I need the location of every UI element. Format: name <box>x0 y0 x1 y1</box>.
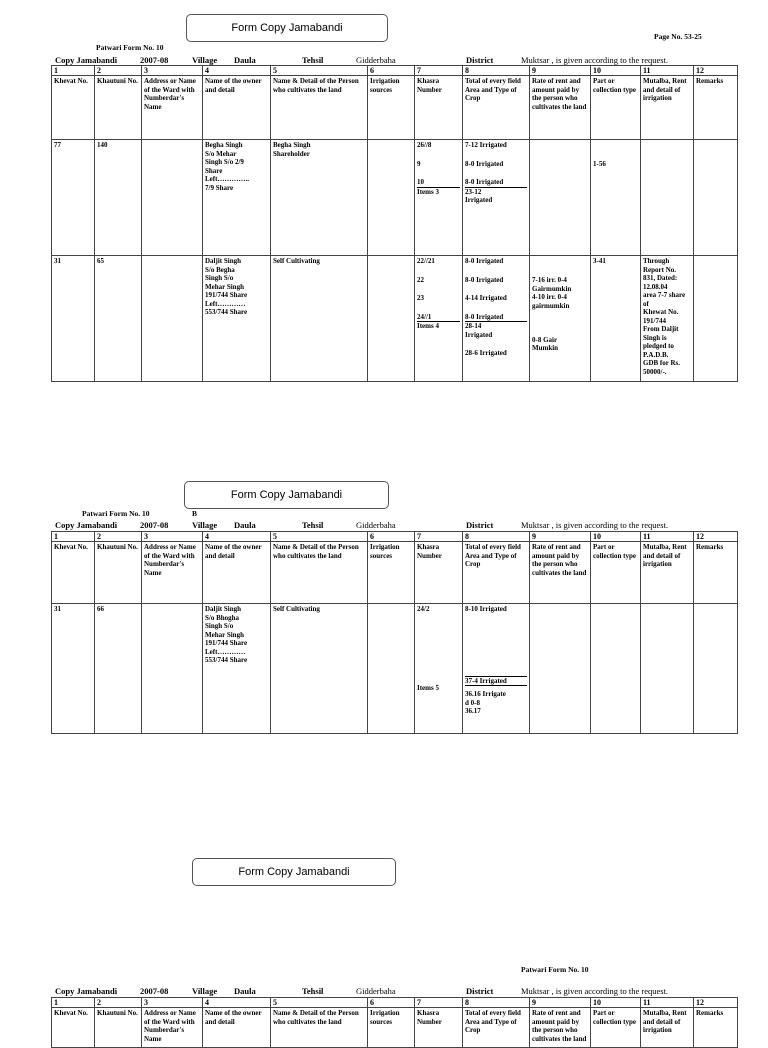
tehsil-label: Tehsil <box>302 55 324 65</box>
col-num: 2 <box>95 532 142 542</box>
col-header: Rate of rent and amount paid by the person who cultivates the land <box>530 1008 591 1048</box>
rate-cell: 7-16 irr. 0-4 Gairmumkin 4-10 irr. 0-4 gairmumkin 0-8 Gair Mumkin <box>530 256 591 382</box>
col-num: 6 <box>368 998 415 1008</box>
address-cell <box>142 256 203 382</box>
district-value: Muktsar , is given according to the request. <box>521 520 669 530</box>
district-label: District <box>466 520 494 530</box>
area-total: 37-4 Irrigated <box>465 676 527 687</box>
col-num: 3 <box>142 998 203 1008</box>
col-header: Khevat No. <box>52 542 95 604</box>
rate-cell <box>530 140 591 256</box>
col-num: 11 <box>641 66 694 76</box>
col-header: Khasra Number <box>415 76 463 140</box>
col-header: Mutalba, Rent and detail of irrigation <box>641 1008 694 1048</box>
area-cell <box>463 604 530 734</box>
col-num: 2 <box>95 998 142 1008</box>
tehsil-value: Gidderbaha <box>356 55 396 65</box>
district-value: Muktsar , is given according to the request. <box>521 55 669 65</box>
form-suffix: B <box>192 509 198 518</box>
col-header: Mutalba, Rent and detail of irrigation <box>641 542 694 604</box>
col-header: Remarks <box>694 1008 738 1048</box>
col-header: Khautuni No. <box>95 76 142 140</box>
cultivator-cell: Self Cultivating <box>271 256 368 382</box>
column-number-row <box>52 532 738 542</box>
page-number: Page No. 53-25 <box>654 32 702 41</box>
part-cell <box>591 140 641 256</box>
owner-cell: Begha Singh S/o Mehar Singh S/o 2/9 Share Left………….. 7/9 Share <box>203 140 271 256</box>
area-extra: 28-6 Irrigated <box>465 349 507 357</box>
khasra-cell <box>415 256 463 382</box>
col-header: Total of every field Area and Type of Crop <box>463 1008 530 1048</box>
col-header: Part or collection type <box>591 1008 641 1048</box>
area-value: 8-0 Irrigated <box>465 275 504 284</box>
khasra-number: 22//21 <box>417 257 435 265</box>
khasra-cell <box>415 604 463 734</box>
area-cell <box>463 256 530 382</box>
col-num: 9 <box>530 532 591 542</box>
col-header: Khevat No. <box>52 1008 95 1048</box>
patwari-form-label-2: Patwari Form No. 10 <box>82 509 150 518</box>
khasra-items: Items 3 <box>417 187 439 196</box>
owner-cell: Daljit Singh S/o Begha Singh S/o Mehar Singh 191/744 Share Left………… 553/744 Share <box>203 256 271 382</box>
part-cell <box>591 604 641 734</box>
khautuni-cell: 65 <box>95 256 142 382</box>
part-value: 1-56 <box>593 160 606 168</box>
remarks-cell <box>694 140 738 256</box>
area-value: 7-12 Irrigated <box>465 141 507 149</box>
district-value: Muktsar , is given according to the request. <box>521 986 669 996</box>
col-header: Irrigation sources <box>368 1008 415 1048</box>
village-value: Daula <box>234 55 256 65</box>
col-header: Total of every field Area and Type of Crop <box>463 542 530 604</box>
khevat-cell: 31 <box>52 256 95 382</box>
col-header: Name of the owner and detail <box>203 1008 271 1048</box>
col-num: 8 <box>463 532 530 542</box>
col-num: 1 <box>52 66 95 76</box>
copy-label: Copy Jamabandi <box>55 520 118 530</box>
village-label: Village <box>192 55 218 65</box>
area-value: 8-0 Irrigated <box>465 257 504 265</box>
column-header-row <box>52 542 738 604</box>
rate-cell <box>530 604 591 734</box>
mutalba-cell: Through Report No. 831, Dated: 12.08.04 area 7-7 share of Khewat No. 191/744 From Daljit Singh is pledged to P.A.D.B. GDB for Rs. 50000/-. <box>641 256 694 382</box>
col-num: 1 <box>52 998 95 1008</box>
col-num: 12 <box>694 66 738 76</box>
area-value: 8-0 Irrigated <box>465 313 527 323</box>
col-num: 1 <box>52 532 95 542</box>
col-header: Name of the owner and detail <box>203 542 271 604</box>
khasra-number: 22 <box>417 275 424 284</box>
patwari-form-label-1: Patwari Form No. 10 <box>96 43 164 52</box>
district-label: District <box>466 55 494 65</box>
tehsil-value: Gidderbaha <box>356 520 396 530</box>
area-total: 28-14 Irrigated <box>465 322 493 339</box>
jamabandi-table-3 <box>51 997 738 1048</box>
column-header-row <box>52 1008 738 1048</box>
col-num: 4 <box>203 532 271 542</box>
district-label: District <box>466 986 494 996</box>
khasra-cell <box>415 140 463 256</box>
mutalba-cell <box>641 140 694 256</box>
col-num: 9 <box>530 998 591 1008</box>
khevat-cell: 77 <box>52 140 95 256</box>
owner-cell: Daljit Singh S/o Bhogha Singh S/o Mehar Singh 191/744 Share Left………… 553/744 Share <box>203 604 271 734</box>
col-num: 3 <box>142 532 203 542</box>
area-value: 8-10 Irrigated <box>465 605 507 613</box>
irrigation-cell <box>368 256 415 382</box>
col-header: Rate of rent and amount paid by the person who cultivates the land <box>530 542 591 604</box>
col-num: 8 <box>463 998 530 1008</box>
year: 2007-08 <box>140 55 169 65</box>
village-value: Daula <box>234 520 256 530</box>
area-value: 8-0 Irrigated <box>465 159 504 168</box>
col-num: 9 <box>530 66 591 76</box>
copy-label: Copy Jamabandi <box>55 55 118 65</box>
col-num: 5 <box>271 66 368 76</box>
col-header: Remarks <box>694 76 738 140</box>
village-label: Village <box>192 986 218 996</box>
year: 2007-08 <box>140 520 169 530</box>
table-row <box>52 256 738 382</box>
tehsil-label: Tehsil <box>302 986 324 996</box>
tehsil-value: Gidderbaha <box>356 986 396 996</box>
col-header: Khautuni No. <box>95 1008 142 1048</box>
col-header: Khautuni No. <box>95 542 142 604</box>
col-header: Remarks <box>694 542 738 604</box>
remarks-cell <box>694 256 738 382</box>
khasra-items: Items 5 <box>417 683 439 692</box>
form-title-2: Form Copy Jamabandi <box>184 481 389 509</box>
col-header: Name & Detail of the Person who cultivates the land <box>271 542 368 604</box>
col-num: 12 <box>694 998 738 1008</box>
col-header: Part or collection type <box>591 76 641 140</box>
mutalba-cell <box>641 604 694 734</box>
form-title-1: Form Copy Jamabandi <box>186 14 388 42</box>
col-header: Address or Name of the Ward with Numberdar's Name <box>142 76 203 140</box>
jamabandi-table-2 <box>51 531 738 734</box>
col-num: 2 <box>95 66 142 76</box>
khevat-cell: 31 <box>52 604 95 734</box>
col-num: 6 <box>368 66 415 76</box>
khasra-items: Items 4 <box>417 322 439 330</box>
part-cell: 3-41 <box>591 256 641 382</box>
area-value: 8-0 Irrigated <box>465 178 527 188</box>
khasra-number: 24//1 <box>417 313 460 323</box>
col-num: 12 <box>694 532 738 542</box>
col-header: Irrigation sources <box>368 76 415 140</box>
khautuni-cell: 66 <box>95 604 142 734</box>
area-value: 4-14 Irrigated <box>465 294 507 302</box>
col-num: 7 <box>415 998 463 1008</box>
col-num: 6 <box>368 532 415 542</box>
col-header: Mutalba, Rent and detail of irrigation <box>641 76 694 140</box>
khautuni-cell: 140 <box>95 140 142 256</box>
col-num: 11 <box>641 532 694 542</box>
area-total: 23-12 Irrigated <box>465 187 493 204</box>
col-header: Khasra Number <box>415 542 463 604</box>
remarks-cell <box>694 604 738 734</box>
irrigation-cell <box>368 140 415 256</box>
column-number-row <box>52 66 738 76</box>
year: 2007-08 <box>140 986 169 996</box>
col-header: Address or Name of the Ward with Numberdar's Name <box>142 1008 203 1048</box>
table-row <box>52 604 738 734</box>
irrigation-cell <box>368 604 415 734</box>
col-num: 3 <box>142 66 203 76</box>
col-header: Address or Name of the Ward with Numberdar's Name <box>142 542 203 604</box>
tehsil-label: Tehsil <box>302 520 324 530</box>
khasra-number: 24/2 <box>417 605 430 613</box>
col-header: Rate of rent and amount paid by the person who cultivates the land <box>530 76 591 140</box>
col-header: Khevat No. <box>52 76 95 140</box>
form-title-3: Form Copy Jamabandi <box>192 858 396 886</box>
col-header: Name & Detail of the Person who cultivates the land <box>271 76 368 140</box>
col-num: 10 <box>591 998 641 1008</box>
col-num: 10 <box>591 532 641 542</box>
col-num: 7 <box>415 66 463 76</box>
col-num: 11 <box>641 998 694 1008</box>
table-row <box>52 140 738 256</box>
col-num: 5 <box>271 998 368 1008</box>
patwari-form-label-3: Patwari Form No. 10 <box>521 965 589 974</box>
khasra-number: 26//8 <box>417 141 432 149</box>
col-num: 7 <box>415 532 463 542</box>
area-cell <box>463 140 530 256</box>
col-header: Name of the owner and detail <box>203 76 271 140</box>
address-cell <box>142 604 203 734</box>
column-header-row <box>52 76 738 140</box>
col-header: Total of every field Area and Type of Crop <box>463 76 530 140</box>
col-header: Name & Detail of the Person who cultivates the land <box>271 1008 368 1048</box>
area-extra: 36.16 Irrigate d 0-8 36.17 <box>465 690 506 715</box>
col-num: 4 <box>203 998 271 1008</box>
col-num: 10 <box>591 66 641 76</box>
village-value: Daula <box>234 986 256 996</box>
cultivator-cell: Self Cultivating <box>271 604 368 734</box>
col-num: 5 <box>271 532 368 542</box>
col-header: Irrigation sources <box>368 542 415 604</box>
column-number-row <box>52 998 738 1008</box>
jamabandi-table-1 <box>51 65 738 382</box>
khasra-number: 23 <box>417 294 424 302</box>
khasra-number: 9 <box>417 159 421 168</box>
khasra-number: 10 <box>417 178 460 188</box>
col-header: Khasra Number <box>415 1008 463 1048</box>
village-label: Village <box>192 520 218 530</box>
copy-label: Copy Jamabandi <box>55 986 118 996</box>
col-header: Part or collection type <box>591 542 641 604</box>
cultivator-cell: Begha Singh Shareholder <box>271 140 368 256</box>
address-cell <box>142 140 203 256</box>
col-num: 4 <box>203 66 271 76</box>
col-num: 8 <box>463 66 530 76</box>
